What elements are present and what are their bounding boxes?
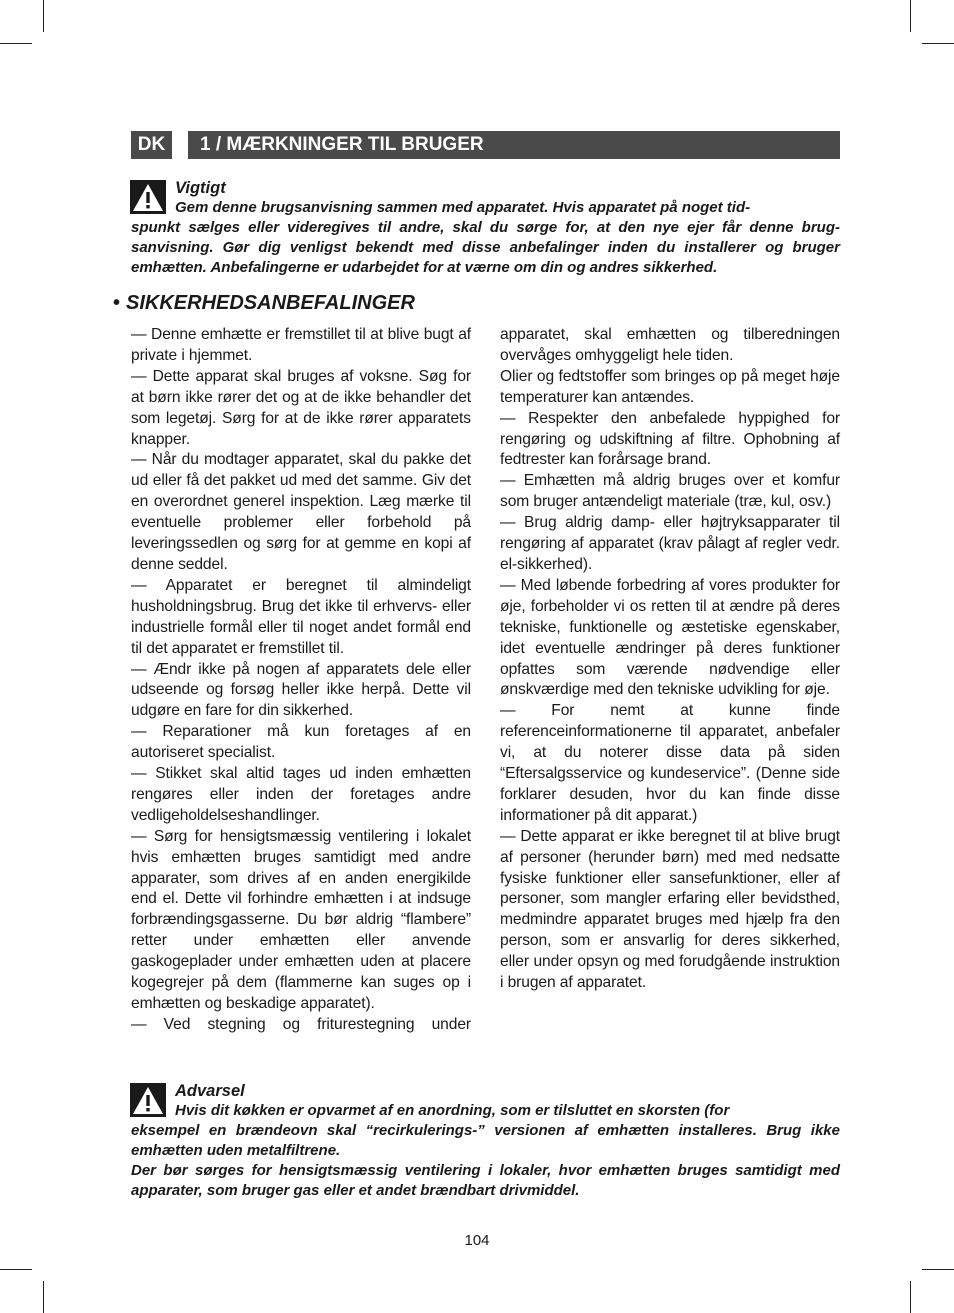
warning-notice bbox=[131, 1081, 840, 1201]
paragraph: — Når du modtager apparatet, skal du pakke det ud eller få det pakket ud med det samme. Giv det en overordnet generel inspektion. Læg mærke til eventuelle problemer eller forbehold på leveringssedlen og sørg for at gemme en kopi af denne seddel. bbox=[131, 451, 471, 573]
paragraph: Olier og fedtstoffer som bringes op på meget høje temperaturer kan antændes. bbox=[500, 367, 840, 406]
paragraph: — Med løbende forbedring af vores produkter for øje, forbeholder vi os retten til at ændre på deres tekniske, funktionelle og æstetiske egenskaber, idet eventuelle ændringer på deres funktioner opfattes som værende nødvendige eller ønskværdige med den tekniske udvikling for øje. bbox=[500, 576, 840, 699]
notice-body: eksempel en brændeovn skal “recirkulerings-” versionen af emhætten installeres. Brug ikke emhætten uden metalfiltrene. bbox=[131, 1122, 840, 1159]
notice-body-2: Der bør sørges for hensigtsmæssig ventilering i lokaler, hvor emhætten bruges samtidigt med apparater, som bruger gas eller et andet brændbart drivmiddel. bbox=[131, 1162, 840, 1199]
paragraph: — Respekter den anbefalede hyppighed for rengøring og udskiftning af filtre. Ophobning af fedtrester kan forårsage brand. bbox=[500, 409, 840, 469]
left-column bbox=[131, 325, 471, 1036]
paragraph: — Emhætten må aldrig bruges over et komfur som bruger antændeligt materiale (træ, kul, osv.) bbox=[500, 472, 840, 511]
right-column bbox=[500, 325, 840, 994]
crop-mark bbox=[0, 43, 32, 44]
paragraph: — Stikket skal altid tages ud inden emhætten rengøres eller inden der foretages andre vedligeholdelseshandlinger. bbox=[131, 765, 471, 824]
section-title: 1 / MÆRKNINGER TIL BRUGER bbox=[188, 131, 840, 159]
notice-title: Advarsel bbox=[175, 1082, 245, 1100]
crop-mark bbox=[43, 0, 44, 32]
important-notice bbox=[131, 178, 840, 278]
notice-title: Vigtigt bbox=[175, 179, 226, 197]
notice-first-line: Hvis dit køkken er opvarmet af en anordning, som er tilsluttet en skorsten (for bbox=[175, 1102, 730, 1119]
notice-first-line: Gem denne brugsanvisning sammen med apparatet. Hvis apparatet på noget tid- bbox=[175, 199, 751, 216]
paragraph: — For nemt at kunne finde referenceinformationerne til apparatet, anbefaler vi, at du noterer disse data på siden “Eftersalgsservice og kundeservice”. (Denne side forklarer desuden, hvor du kan finde disse informationer på dit apparat.) bbox=[500, 702, 840, 824]
crop-mark bbox=[910, 1281, 911, 1313]
safety-heading bbox=[113, 291, 415, 315]
language-tag: DK bbox=[131, 131, 172, 159]
heading-bullet: • bbox=[113, 292, 121, 314]
paragraph: — Denne emhætte er fremstillet til at blive bugt af private i hjemmet. bbox=[131, 326, 471, 364]
paragraph: — Dette apparat er ikke beregnet til at blive brugt af personer (herunder børn) med med nedsatte fysiske funktioner eller sansefunktioner, eller af personer, som mangler erfaring eller bevidsthed, medmindre apparatet bruges med hjælp fra den person, som er ansvarlig for deres sikkerhed, eller under opsyn og med forudgående instruktion i brugen af apparatet. bbox=[500, 827, 840, 992]
paragraph: — Apparatet er beregnet til almindeligt husholdningsbrug. Brug det ikke til erhvervs- eller industrielle formål eller til noget andet formål end til det apparatet er fremstillet til. bbox=[131, 576, 471, 657]
heading-text: SIKKERHEDSANBEFALINGER bbox=[126, 292, 415, 314]
paragraph: — Brug aldrig damp- eller højtryksapparater til rengøring af apparatet (krav pålagt af regler vedr. el-sikkerhed). bbox=[500, 514, 840, 573]
paragraph: apparatet, skal emhætten og tilberedningen overvåges omhyggeligt hele tiden. bbox=[500, 326, 840, 364]
page-number: 104 bbox=[464, 1232, 490, 1249]
notice-body: spunkt sælges eller videregives til andre, skal du sørge for, at den nye ejer får denne brug-sanvisning. Gør dig venligst bekendt med disse anbefalinger inden du installerer og bruger emhætten. Anbefalingerne er udarbejdet for at værne om din og andres sikkerhed. bbox=[131, 219, 840, 276]
paragraph: — Dette apparat skal bruges af voksne. Søg for at børn ikke rører det og at de ikke behandler det som legetøj. Sørg for at de ikke rører apparatets knapper. bbox=[131, 367, 471, 448]
paragraph: — Ændr ikke på nogen af apparatets dele eller udseende og forsøg heller ikke herpå. Dette vil udgøre en fare for din sikkerhed. bbox=[131, 660, 471, 720]
paragraph: — Reparationer må kun foretages af en autoriseret specialist. bbox=[131, 723, 471, 762]
crop-mark bbox=[910, 0, 911, 32]
crop-mark bbox=[0, 1269, 32, 1270]
paragraph: — Ved stegning og friturestegning under bbox=[131, 1015, 471, 1033]
crop-mark bbox=[922, 43, 954, 44]
paragraph: — Sørg for hensigtsmæssig ventilering i lokalet hvis emhætten bruges samtidigt med andre apparater, som drives af en anden energikilde end el. Dette vil forhindre emhætten i at indsuge forbrændingsgasserne. Du bør aldrig “flambere” retter under emhætten eller anvende gaskogeplader under emhætten uden at placere kogegrejer på dem (flammerne kan suges op i emhætten og beskadige apparatet). bbox=[131, 827, 471, 1012]
crop-mark bbox=[43, 1281, 44, 1313]
crop-mark bbox=[922, 1269, 954, 1270]
